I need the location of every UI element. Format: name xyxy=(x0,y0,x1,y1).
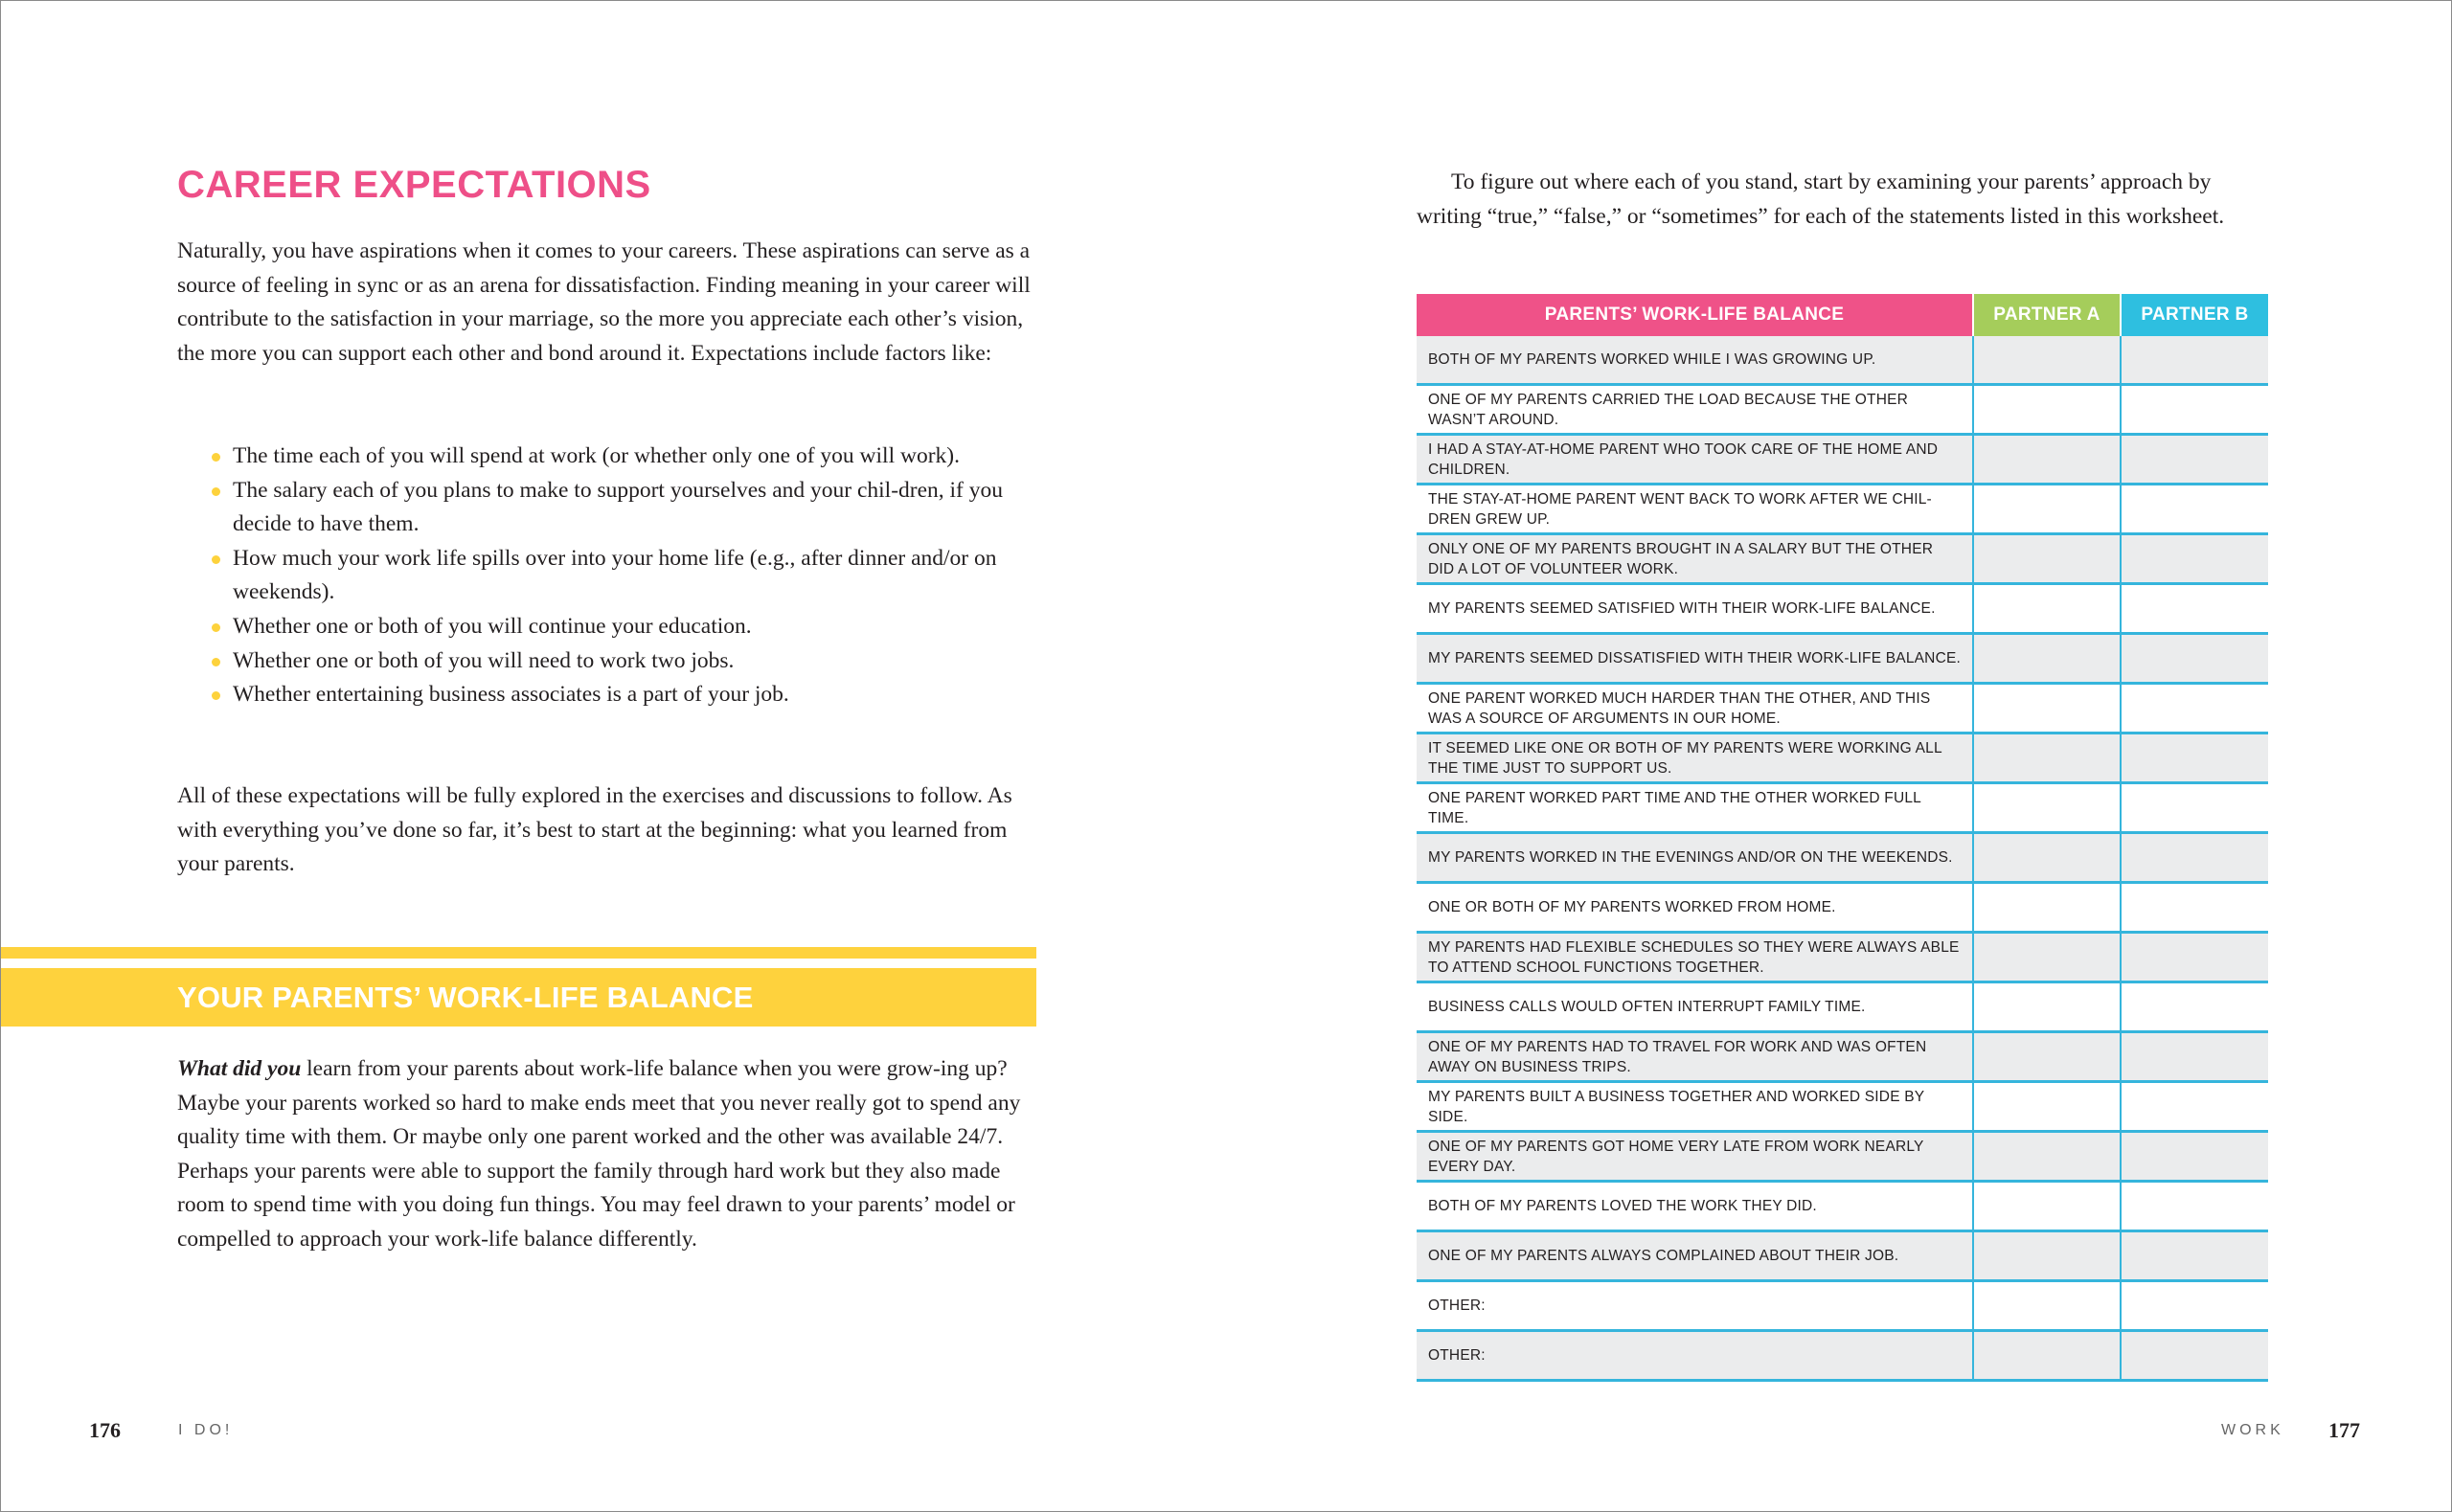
subsection-title: YOUR PARENTS’ WORK-LIFE BALANCE xyxy=(177,981,754,1014)
statement-cell: MY PARENTS SEEMED SATISFIED WITH THEIR WORK-LIFE BALANCE. xyxy=(1417,584,1973,634)
statement-cell: ONE OF MY PARENTS CARRIED THE LOAD BECAUSE THE OTHER WASN’T AROUND. xyxy=(1417,385,1973,435)
intro-paragraph: Naturally, you have aspirations when it comes to your careers. These aspirations can serve as a source of feeling in sync or as an arena for dissatisfaction. Finding meaning in your career will contribute to the satisfaction in your marriage, so the more you appreciate each other’s vision, the more you can support each other and bond around it. Expectations include factors like: xyxy=(177,238,1031,366)
partner-b-answer-cell[interactable] xyxy=(2121,1231,2268,1281)
table-row xyxy=(1417,485,2268,534)
table-row xyxy=(1417,1082,2268,1132)
partner-a-answer-cell[interactable] xyxy=(1973,336,2121,385)
statement-cell: ONE OR BOTH OF MY PARENTS WORKED FROM HOME. xyxy=(1417,883,1973,933)
statement-cell: BOTH OF MY PARENTS WORKED WHILE I WAS GROWING UP. xyxy=(1417,336,1973,385)
statement-cell: ONLY ONE OF MY PARENTS BROUGHT IN A SALARY BUT THE OTHER DID A LOT OF VOLUNTEER WORK. xyxy=(1417,534,1973,584)
statement-cell: MY PARENTS BUILT A BUSINESS TOGETHER AND WORKED SIDE BY SIDE. xyxy=(1417,1082,1973,1132)
lead-in-emphasis: What did you xyxy=(177,1056,302,1081)
running-head-left: I DO! xyxy=(178,1422,234,1438)
partner-b-answer-cell[interactable] xyxy=(2121,485,2268,534)
statement-cell: ONE OF MY PARENTS GOT HOME VERY LATE FROM WORK NEARLY EVERY DAY. xyxy=(1417,1132,1973,1182)
partner-b-answer-cell[interactable] xyxy=(2121,1132,2268,1182)
table-row xyxy=(1417,733,2268,783)
partner-b-answer-cell[interactable] xyxy=(2121,336,2268,385)
partner-a-answer-cell[interactable] xyxy=(1973,534,2121,584)
partner-b-answer-cell[interactable] xyxy=(2121,1182,2268,1231)
partner-b-answer-cell[interactable] xyxy=(2121,1331,2268,1381)
statement-cell: MY PARENTS WORKED IN THE EVENINGS AND/OR ON THE WEEKENDS. xyxy=(1417,833,1973,883)
section-title: CAREER EXPECTATIONS xyxy=(177,164,651,206)
table-row xyxy=(1417,1281,2268,1331)
bullet-dot-icon xyxy=(212,623,220,632)
partner-b-answer-cell[interactable] xyxy=(2121,634,2268,684)
statement-cell: IT SEEMED LIKE ONE OR BOTH OF MY PARENTS WERE WORKING ALL THE TIME JUST TO SUPPORT US. xyxy=(1417,733,1973,783)
table-row xyxy=(1417,933,2268,982)
statement-cell: ONE OF MY PARENTS ALWAYS COMPLAINED ABOUT THEIR JOB. xyxy=(1417,1231,1973,1281)
table-row xyxy=(1417,1032,2268,1082)
table-row xyxy=(1417,982,2268,1032)
partner-b-answer-cell[interactable] xyxy=(2121,733,2268,783)
statement-cell: ONE PARENT WORKED MUCH HARDER THAN THE OTHER, AND THIS WAS A SOURCE OF ARGUMENTS IN OUR HOME. xyxy=(1417,684,1973,733)
bullet-dot-icon xyxy=(212,487,220,496)
partner-b-answer-cell[interactable] xyxy=(2121,435,2268,485)
follow-paragraph: All of these expectations will be fully explored in the exercises and discussions to follow. As with everything you’ve done so far, it’s best to start at the beginning: what you learned from your parents. xyxy=(177,783,1012,877)
expectations-list xyxy=(208,440,1032,712)
column-header-partner-b: PARTNER B xyxy=(2121,294,2268,336)
statement-cell: THE STAY-AT-HOME PARENT WENT BACK TO WORK AFTER WE CHIL-DREN GREW UP. xyxy=(1417,485,1973,534)
table-row xyxy=(1417,783,2268,833)
statement-cell: ONE OF MY PARENTS HAD TO TRAVEL FOR WORK AND WAS OFTEN AWAY ON BUSINESS TRIPS. xyxy=(1417,1032,1973,1082)
statement-cell: MY PARENTS HAD FLEXIBLE SCHEDULES SO THEY WERE ALWAYS ABLE TO ATTEND SCHOOL FUNCTIONS TOGETHER. xyxy=(1417,933,1973,982)
page-number-left: 176 xyxy=(89,1418,121,1442)
worksheet-table xyxy=(1417,294,2268,1382)
statement-cell: OTHER: xyxy=(1417,1331,1973,1381)
partner-a-answer-cell[interactable] xyxy=(1973,1331,2121,1381)
partner-a-answer-cell[interactable] xyxy=(1973,1182,2121,1231)
table-row xyxy=(1417,1331,2268,1381)
table-row xyxy=(1417,833,2268,883)
partner-a-answer-cell[interactable] xyxy=(1973,783,2121,833)
partner-a-answer-cell[interactable] xyxy=(1973,933,2121,982)
partner-b-answer-cell[interactable] xyxy=(2121,833,2268,883)
partner-b-answer-cell[interactable] xyxy=(2121,684,2268,733)
partner-b-answer-cell[interactable] xyxy=(2121,534,2268,584)
table-row xyxy=(1417,435,2268,485)
partner-a-answer-cell[interactable] xyxy=(1973,982,2121,1032)
table-row xyxy=(1417,684,2268,733)
statement-cell: I HAD A STAY-AT-HOME PARENT WHO TOOK CARE OF THE HOME AND CHILDREN. xyxy=(1417,435,1973,485)
partner-b-answer-cell[interactable] xyxy=(2121,1032,2268,1082)
statement-cell: ONE PARENT WORKED PART TIME AND THE OTHER WORKED FULL TIME. xyxy=(1417,783,1973,833)
partner-b-answer-cell[interactable] xyxy=(2121,933,2268,982)
partner-a-answer-cell[interactable] xyxy=(1973,1032,2121,1082)
partner-a-answer-cell[interactable] xyxy=(1973,883,2121,933)
bullet-dot-icon xyxy=(212,658,220,666)
partner-a-answer-cell[interactable] xyxy=(1973,385,2121,435)
partner-a-answer-cell[interactable] xyxy=(1973,1231,2121,1281)
table-row xyxy=(1417,385,2268,435)
list-item: The salary each of you plans to make to support yourselves and your chil-dren, if you decide to have them. xyxy=(208,474,1032,542)
partner-a-answer-cell[interactable] xyxy=(1973,1132,2121,1182)
table-row xyxy=(1417,584,2268,634)
yellow-accent-stripe xyxy=(1,947,1036,959)
partner-b-answer-cell[interactable] xyxy=(2121,1281,2268,1331)
list-item: Whether one or both of you will continue your education. xyxy=(208,610,1032,644)
worksheet-body xyxy=(1417,336,2268,1381)
partner-b-answer-cell[interactable] xyxy=(2121,883,2268,933)
statement-cell: OTHER: xyxy=(1417,1281,1973,1331)
column-header-partner-a: PARTNER A xyxy=(1973,294,2121,336)
partner-a-answer-cell[interactable] xyxy=(1973,584,2121,634)
partner-a-answer-cell[interactable] xyxy=(1973,684,2121,733)
bullet-dot-icon xyxy=(212,691,220,700)
subsection-paragraph: What did you learn from your parents about work-life balance when you were grow-ing up? Maybe your parents worked so hard to make ends meet that you never really got to spend any quality time with them. Or maybe only one parent worked and the other was available 24/7. Perhaps your parents were able to support the family through hard work but they also made room to spend time with you doing fun things. You may feel drawn to your parents’ model or compelled to approach your work-life balance differently. xyxy=(177,1056,1021,1252)
partner-b-answer-cell[interactable] xyxy=(2121,584,2268,634)
table-row xyxy=(1417,634,2268,684)
column-header-statement: PARENTS’ WORK-LIFE BALANCE xyxy=(1417,294,1973,336)
partner-b-answer-cell[interactable] xyxy=(2121,982,2268,1032)
table-row xyxy=(1417,534,2268,584)
table-row xyxy=(1417,1231,2268,1281)
table-header-row xyxy=(1417,294,2268,336)
statement-cell: BOTH OF MY PARENTS LOVED THE WORK THEY DID. xyxy=(1417,1182,1973,1231)
worksheet-instructions: To figure out where each of you stand, start by examining your parents’ approach by writing “true,” “false,” or “sometimes” for each of the statements listed in this worksheet. xyxy=(1417,169,2225,229)
page-number-right: 177 xyxy=(2328,1418,2360,1442)
table-row xyxy=(1417,1182,2268,1231)
partner-a-answer-cell[interactable] xyxy=(1973,435,2121,485)
list-item: The time each of you will spend at work (or whether only one of you will work). xyxy=(208,440,1032,474)
partner-b-answer-cell[interactable] xyxy=(2121,1082,2268,1132)
partner-b-answer-cell[interactable] xyxy=(2121,783,2268,833)
partner-a-answer-cell[interactable] xyxy=(1973,1281,2121,1331)
table-row xyxy=(1417,1132,2268,1182)
list-item: Whether entertaining business associates is a part of your job. xyxy=(208,678,1032,712)
list-item: Whether one or both of you will need to work two jobs. xyxy=(208,644,1032,679)
bullet-dot-icon xyxy=(212,555,220,564)
list-item: How much your work life spills over into your home life (e.g., after dinner and/or on weekends). xyxy=(208,542,1032,610)
statement-cell: BUSINESS CALLS WOULD OFTEN INTERRUPT FAMILY TIME. xyxy=(1417,982,1973,1032)
partner-b-answer-cell[interactable] xyxy=(2121,385,2268,435)
partner-a-answer-cell[interactable] xyxy=(1973,634,2121,684)
partner-a-answer-cell[interactable] xyxy=(1973,1082,2121,1132)
table-row xyxy=(1417,883,2268,933)
running-head-right: WORK xyxy=(2221,1422,2284,1438)
partner-a-answer-cell[interactable] xyxy=(1973,833,2121,883)
statement-cell: MY PARENTS SEEMED DISSATISFIED WITH THEIR WORK-LIFE BALANCE. xyxy=(1417,634,1973,684)
partner-a-answer-cell[interactable] xyxy=(1973,733,2121,783)
bullet-dot-icon xyxy=(212,453,220,462)
table-row xyxy=(1417,336,2268,385)
partner-a-answer-cell[interactable] xyxy=(1973,485,2121,534)
